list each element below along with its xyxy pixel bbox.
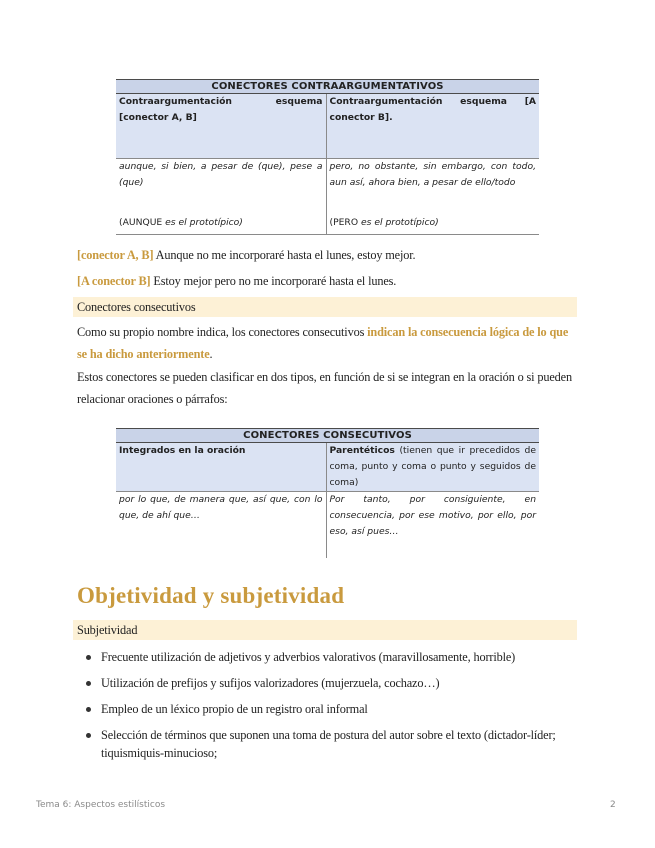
text-run: Como su propio nombre indica, los conectores consecutivos [77, 325, 368, 339]
examples-text: por lo que, de manera que, así que, con lo que, de ahí que… [116, 492, 326, 559]
subheading-band: Conectores consecutivos [73, 297, 577, 317]
page-number: 2 [610, 800, 616, 810]
note-prefix: (PERO [329, 217, 361, 228]
footer-title: Tema 6: Aspectos estilísticos [36, 800, 166, 810]
highlighted-text: indican la consecuencia lógica de lo que se ha dicho anteriormente [77, 325, 569, 361]
note-prefix: (AUNQUE [119, 217, 166, 228]
header-bold: Parentéticos [329, 445, 395, 456]
bullet-list [77, 648, 575, 770]
table-cell [116, 159, 326, 235]
note-italic: es el prototípico) [360, 217, 439, 228]
example-text: Aunque no me incorporaré hasta el lunes, estoy mejor. [153, 248, 416, 262]
table-consecutivos [116, 428, 539, 558]
column-header-left: Integrados en la oración [116, 443, 326, 492]
prototype-note [119, 215, 323, 231]
table-title: CONECTORES CONTRAARGUMENTATIVOS [116, 80, 539, 94]
paragraph [77, 321, 577, 365]
connector-tag: [conector A, B] [77, 248, 154, 262]
examples-text: pero, no obstante, sin embargo, con todo, aun así, ahora bien, a pesar de ello/todo [329, 161, 537, 188]
header-rest: (tienen que ir precedidos de coma, punto y coma o punto y seguidos de coma) [329, 445, 537, 488]
list-item: Empleo de un léxico propio de un registro oral informal [77, 700, 575, 718]
list-item: Selección de términos que suponen una toma de postura del autor sobre el texto (dictador-líder; tiquismiquis-minucioso; [77, 726, 575, 762]
example-line [77, 244, 577, 266]
prototype-note [330, 215, 537, 231]
paragraph: Estos conectores se pueden clasificar en dos tipos, en función de si se integran en la oración o si pueden relacionar oraciones o párrafos: [77, 370, 572, 406]
connector-tag: [A conector B] [77, 274, 151, 288]
subheading-band: Subjetividad [73, 620, 577, 640]
example-line [77, 270, 577, 292]
table-title: CONECTORES CONSECUTIVOS [116, 429, 539, 443]
column-header-left: Contraargumentación esquema [conector A, B] [116, 94, 326, 159]
column-header-right: Contraargumentación esquema [A conector B]. [326, 94, 539, 159]
section-title: Objetividad y subjetividad [77, 583, 345, 608]
text-run: . [209, 347, 213, 361]
table-cell [326, 159, 539, 235]
list-item: Utilización de prefijos y sufijos valorizadores (mujerzuela, cochazo…) [77, 674, 575, 692]
table-contraargumentativos [116, 79, 539, 235]
column-header-right [326, 443, 539, 492]
list-item: Frecuente utilización de adjetivos y adverbios valorativos (maravillosamente, horrible) [77, 648, 575, 666]
note-italic: es el prototípico) [165, 217, 243, 228]
examples-text: aunque, si bien, a pesar de (que), pese a (que) [119, 161, 323, 188]
examples-text: Por tanto, por consiguiente, en consecuencia, por ese motivo, por ello, por eso, así pues… [329, 494, 537, 537]
example-text: Estoy mejor pero no me incorporaré hasta el lunes. [150, 274, 397, 288]
